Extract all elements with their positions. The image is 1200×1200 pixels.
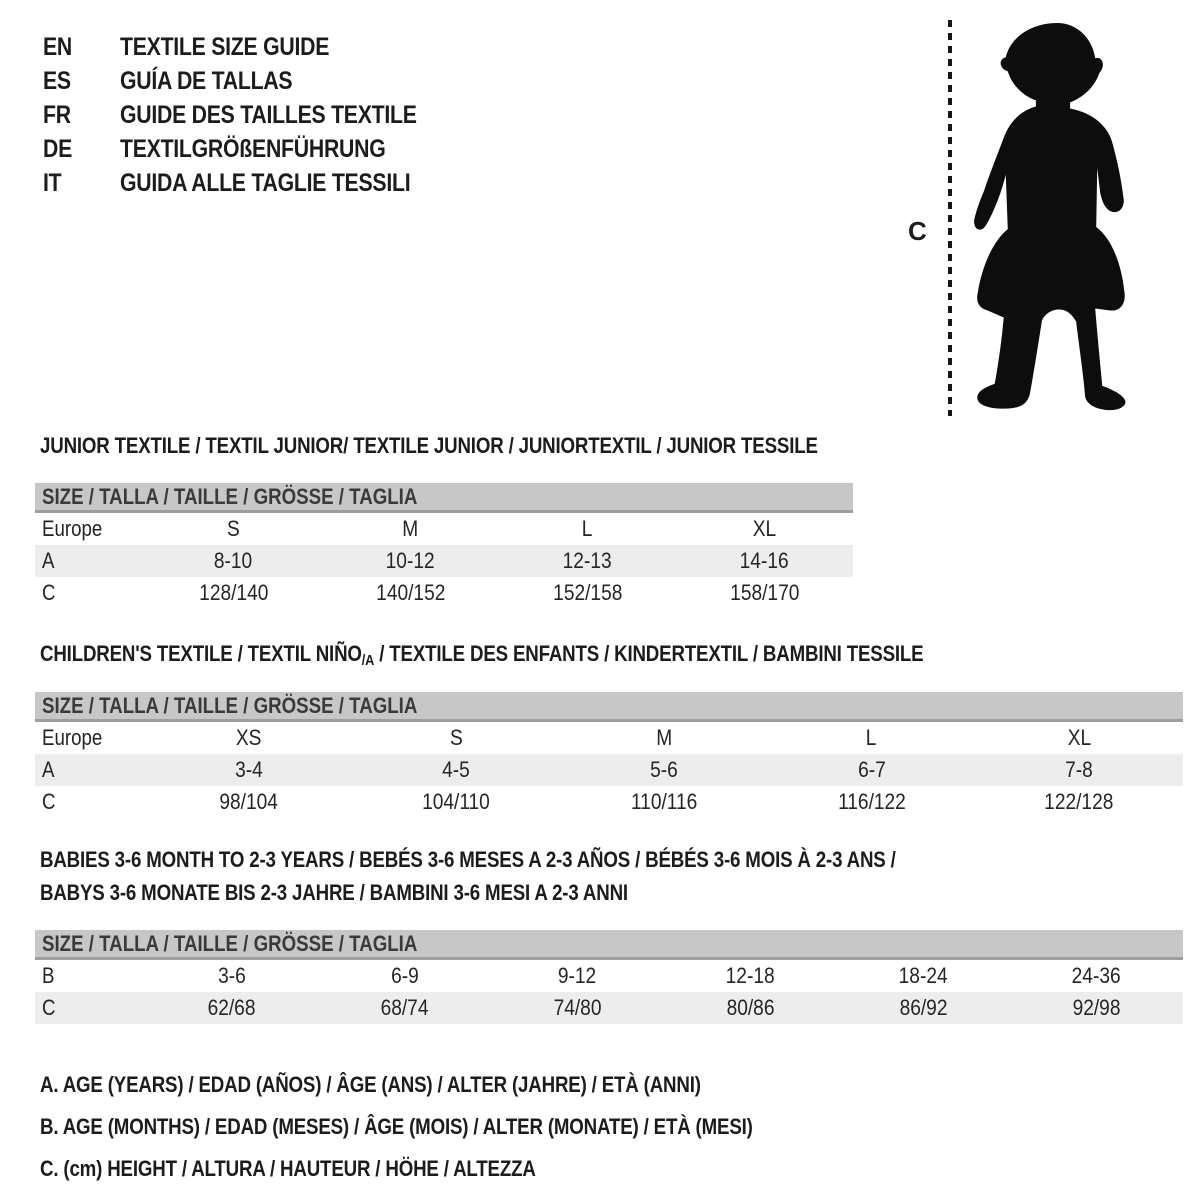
size-cell: XL <box>752 516 777 541</box>
size-cell: 14-16 <box>740 548 789 573</box>
babies-size-header-band: SIZE / TALLA / TAILLE / GRÖSSE / TAGLIA <box>35 930 1183 960</box>
legend-note-b: B. AGE (MONTHS) / EDAD (MESES) / ÂGE (MOIS) / ALTER (MONATE) / ETÀ (MESI) <box>40 1114 753 1139</box>
lang-title-fr: GUIDE DES TAILLES TEXTILE <box>120 100 417 129</box>
size-cell: 12-18 <box>726 963 775 988</box>
row-label: Europe <box>42 725 103 750</box>
size-cell: 24-36 <box>1072 963 1121 988</box>
junior-size-header-band: SIZE / TALLA / TAILLE / GRÖSSE / TAGLIA <box>35 483 853 513</box>
size-cell: 116/122 <box>837 789 906 814</box>
junior-table-title: JUNIOR TEXTILE / TEXTIL JUNIOR/ TEXTILE JUNIOR / JUNIORTEXTIL / JUNIOR TESSILE <box>40 433 818 458</box>
lang-code-en: EN <box>43 32 73 61</box>
size-cell: 74/80 <box>553 995 602 1020</box>
size-cell: 68/74 <box>380 995 429 1020</box>
size-cell: 18-24 <box>899 963 948 988</box>
lang-title-es: GUÍA DE TALLAS <box>120 66 293 95</box>
size-cell: L <box>582 516 593 541</box>
legend-note-a: A. AGE (YEARS) / EDAD (AÑOS) / ÂGE (ANS) / ALTER (JAHRE) / ETÀ (ANNI) <box>40 1072 701 1097</box>
table-row <box>35 960 1183 992</box>
row-label: C <box>42 995 56 1020</box>
lang-title-en: TEXTILE SIZE GUIDE <box>120 32 330 61</box>
size-cell: S <box>450 725 463 750</box>
size-cell: 128/140 <box>198 580 269 605</box>
table-row <box>35 577 853 609</box>
lang-row-it <box>43 166 469 200</box>
lang-title-it: GUIDA ALLE TAGLIE TESSILI <box>120 168 411 197</box>
size-cell: 110/116 <box>630 789 698 814</box>
size-cell: 6-7 <box>857 757 886 782</box>
table-row <box>35 786 1183 818</box>
row-label: A <box>42 548 55 573</box>
row-label: B <box>42 963 55 988</box>
lang-row-fr <box>43 98 469 132</box>
size-cell: M <box>402 516 419 541</box>
legend-note-c: C. (cm) HEIGHT / ALTURA / HAUTEUR / HÖHE / ALTEZZA <box>40 1156 536 1181</box>
lang-code-de: DE <box>43 134 73 163</box>
lang-code-fr: FR <box>43 100 71 129</box>
babies-table-title-line1: BABIES 3-6 MONTH TO 2-3 YEARS / BEBÉS 3-6 MESES A 2-3 AÑOS / BÉBÉS 3-6 MOIS À 2-3 ANS / <box>40 847 896 872</box>
lang-row-en <box>43 30 469 64</box>
size-cell: L <box>866 725 877 750</box>
size-cell: 5-6 <box>650 757 678 782</box>
babies-size-table <box>35 930 1183 1024</box>
size-cell: 140/152 <box>375 580 446 605</box>
size-cell: 122/128 <box>1044 789 1114 814</box>
size-cell: 104/110 <box>422 789 491 814</box>
height-measure-dashed-line <box>948 20 952 416</box>
size-cell: 92/98 <box>1072 995 1121 1020</box>
size-cell: 158/170 <box>729 580 800 605</box>
junior-size-table <box>35 483 853 609</box>
size-cell: 152/158 <box>552 580 623 605</box>
table-row <box>35 722 1183 754</box>
size-cell: 9-12 <box>558 963 597 988</box>
height-measure-label: C <box>908 216 927 246</box>
lang-code-it: IT <box>43 168 62 197</box>
table-row <box>35 754 1183 786</box>
table-row <box>35 545 853 577</box>
lang-row-es <box>43 64 469 98</box>
row-label: A <box>42 757 55 782</box>
lang-row-de <box>43 132 469 166</box>
size-cell: XL <box>1067 725 1091 750</box>
size-cell: 3-4 <box>234 757 263 782</box>
toddler-silhouette-icon <box>972 14 1134 416</box>
babies-table-title-line2: BABYS 3-6 MONATE BIS 2-3 JAHRE / BAMBINI 3-6 MESI A 2-3 ANNI <box>40 880 628 905</box>
size-cell: S <box>227 516 240 541</box>
children-size-table <box>35 692 1183 818</box>
children-table-title: CHILDREN'S TEXTILE / TEXTIL $NIÑO_{/A}$ / TEXTILE DES ENFANTS / KINDERTEXTIL / BAMBINI TESSILE <box>40 641 924 669</box>
size-cell: 7-8 <box>1065 757 1094 782</box>
size-cell: 80/86 <box>726 995 775 1020</box>
size-cell: 10-12 <box>386 548 435 573</box>
children-size-header-band: SIZE / TALLA / TAILLE / GRÖSSE / TAGLIA <box>35 692 1183 722</box>
row-label: Europe <box>42 516 103 541</box>
size-cell: 86/92 <box>899 995 948 1020</box>
lang-title-de: TEXTILGRÖßENFÜHRUNG <box>120 134 386 163</box>
size-cell: 12-13 <box>563 548 612 573</box>
table-row <box>35 513 853 545</box>
size-cell: 6-9 <box>390 963 419 988</box>
size-cell: 8-10 <box>214 548 253 573</box>
row-label: C <box>42 789 56 814</box>
size-cell: 62/68 <box>207 995 256 1020</box>
row-label: C <box>42 580 56 605</box>
size-cell: M <box>656 725 672 750</box>
size-cell: XS <box>236 725 262 750</box>
language-title-list <box>43 30 469 200</box>
size-cell: 98/104 <box>219 789 279 814</box>
title-subscript: /A <box>361 652 375 669</box>
lang-code-es: ES <box>43 66 71 95</box>
size-cell: 3-6 <box>217 963 246 988</box>
size-cell: 4-5 <box>442 757 471 782</box>
table-row <box>35 992 1183 1024</box>
